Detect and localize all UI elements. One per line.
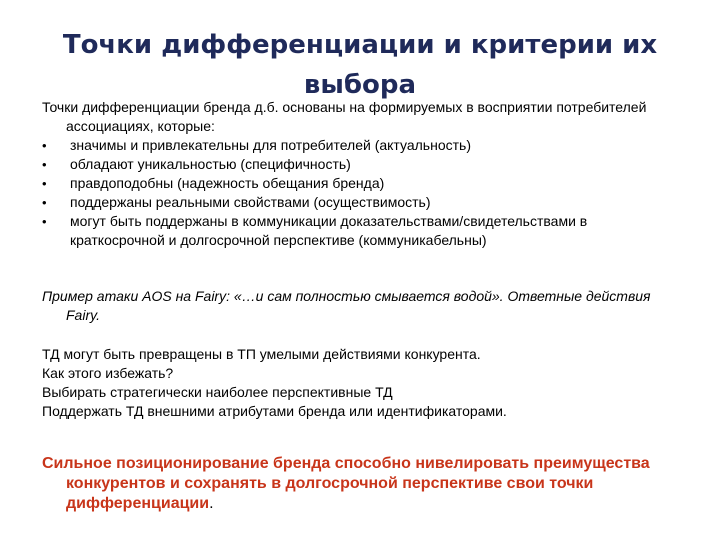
bullet-icon: • <box>42 138 47 153</box>
conclusion-paragraph <box>42 454 682 514</box>
bullet-icon: • <box>42 157 47 172</box>
text-line: ТД могут быть превращены в ТП умелыми действиями конкурента. <box>42 346 481 362</box>
bullet-icon: • <box>42 214 47 229</box>
list-item <box>42 155 682 174</box>
criteria-list <box>42 136 682 250</box>
example-paragraph: Пример атаки AOS на Fairy: «…и сам полностью смывается водой». Ответные действия Fairy. <box>42 288 651 323</box>
list-item <box>42 174 682 193</box>
slide-body <box>42 98 682 514</box>
conclusion-period: . <box>209 495 214 512</box>
list-item <box>42 136 682 155</box>
list-item-text: поддержаны реальными свойствами (осуществимость) <box>70 194 431 210</box>
text-line: Как этого избежать? <box>42 365 174 381</box>
list-item <box>42 212 682 250</box>
list-item-text: значимы и привлекательны для потребителей (актуальность) <box>70 137 471 153</box>
conclusion-text: Сильное позиционирование бренда способно нивелировать преимущества конкурентов и сохранять в долгосрочной перспективе свои точки дифференциации <box>42 455 650 512</box>
slide-title: Точки дифференциации и критерии их выбора <box>62 30 658 101</box>
bullet-icon: • <box>42 195 47 210</box>
bullet-icon: • <box>42 176 47 191</box>
text-line: Выбирать стратегически наиболее перспективные ТД <box>42 384 393 400</box>
text-line: Поддержать ТД внешними атрибутами бренда или идентификаторами. <box>42 403 507 419</box>
list-item-text: обладают уникальностью (специфичность) <box>70 156 351 172</box>
list-item-text: правдоподобны (надежность обещания бренда) <box>70 175 385 191</box>
list-item-text: могут быть поддержаны в коммуникации доказательствами/свидетельствами в краткосрочной и долгосрочной перспективе (коммуникабельны) <box>70 213 588 248</box>
intro-paragraph: Точки дифференциации бренда д.б. основаны на формируемых в восприятии потребителей ассоциациях, которые: <box>42 99 647 134</box>
spacer <box>42 325 682 345</box>
list-item <box>42 193 682 212</box>
